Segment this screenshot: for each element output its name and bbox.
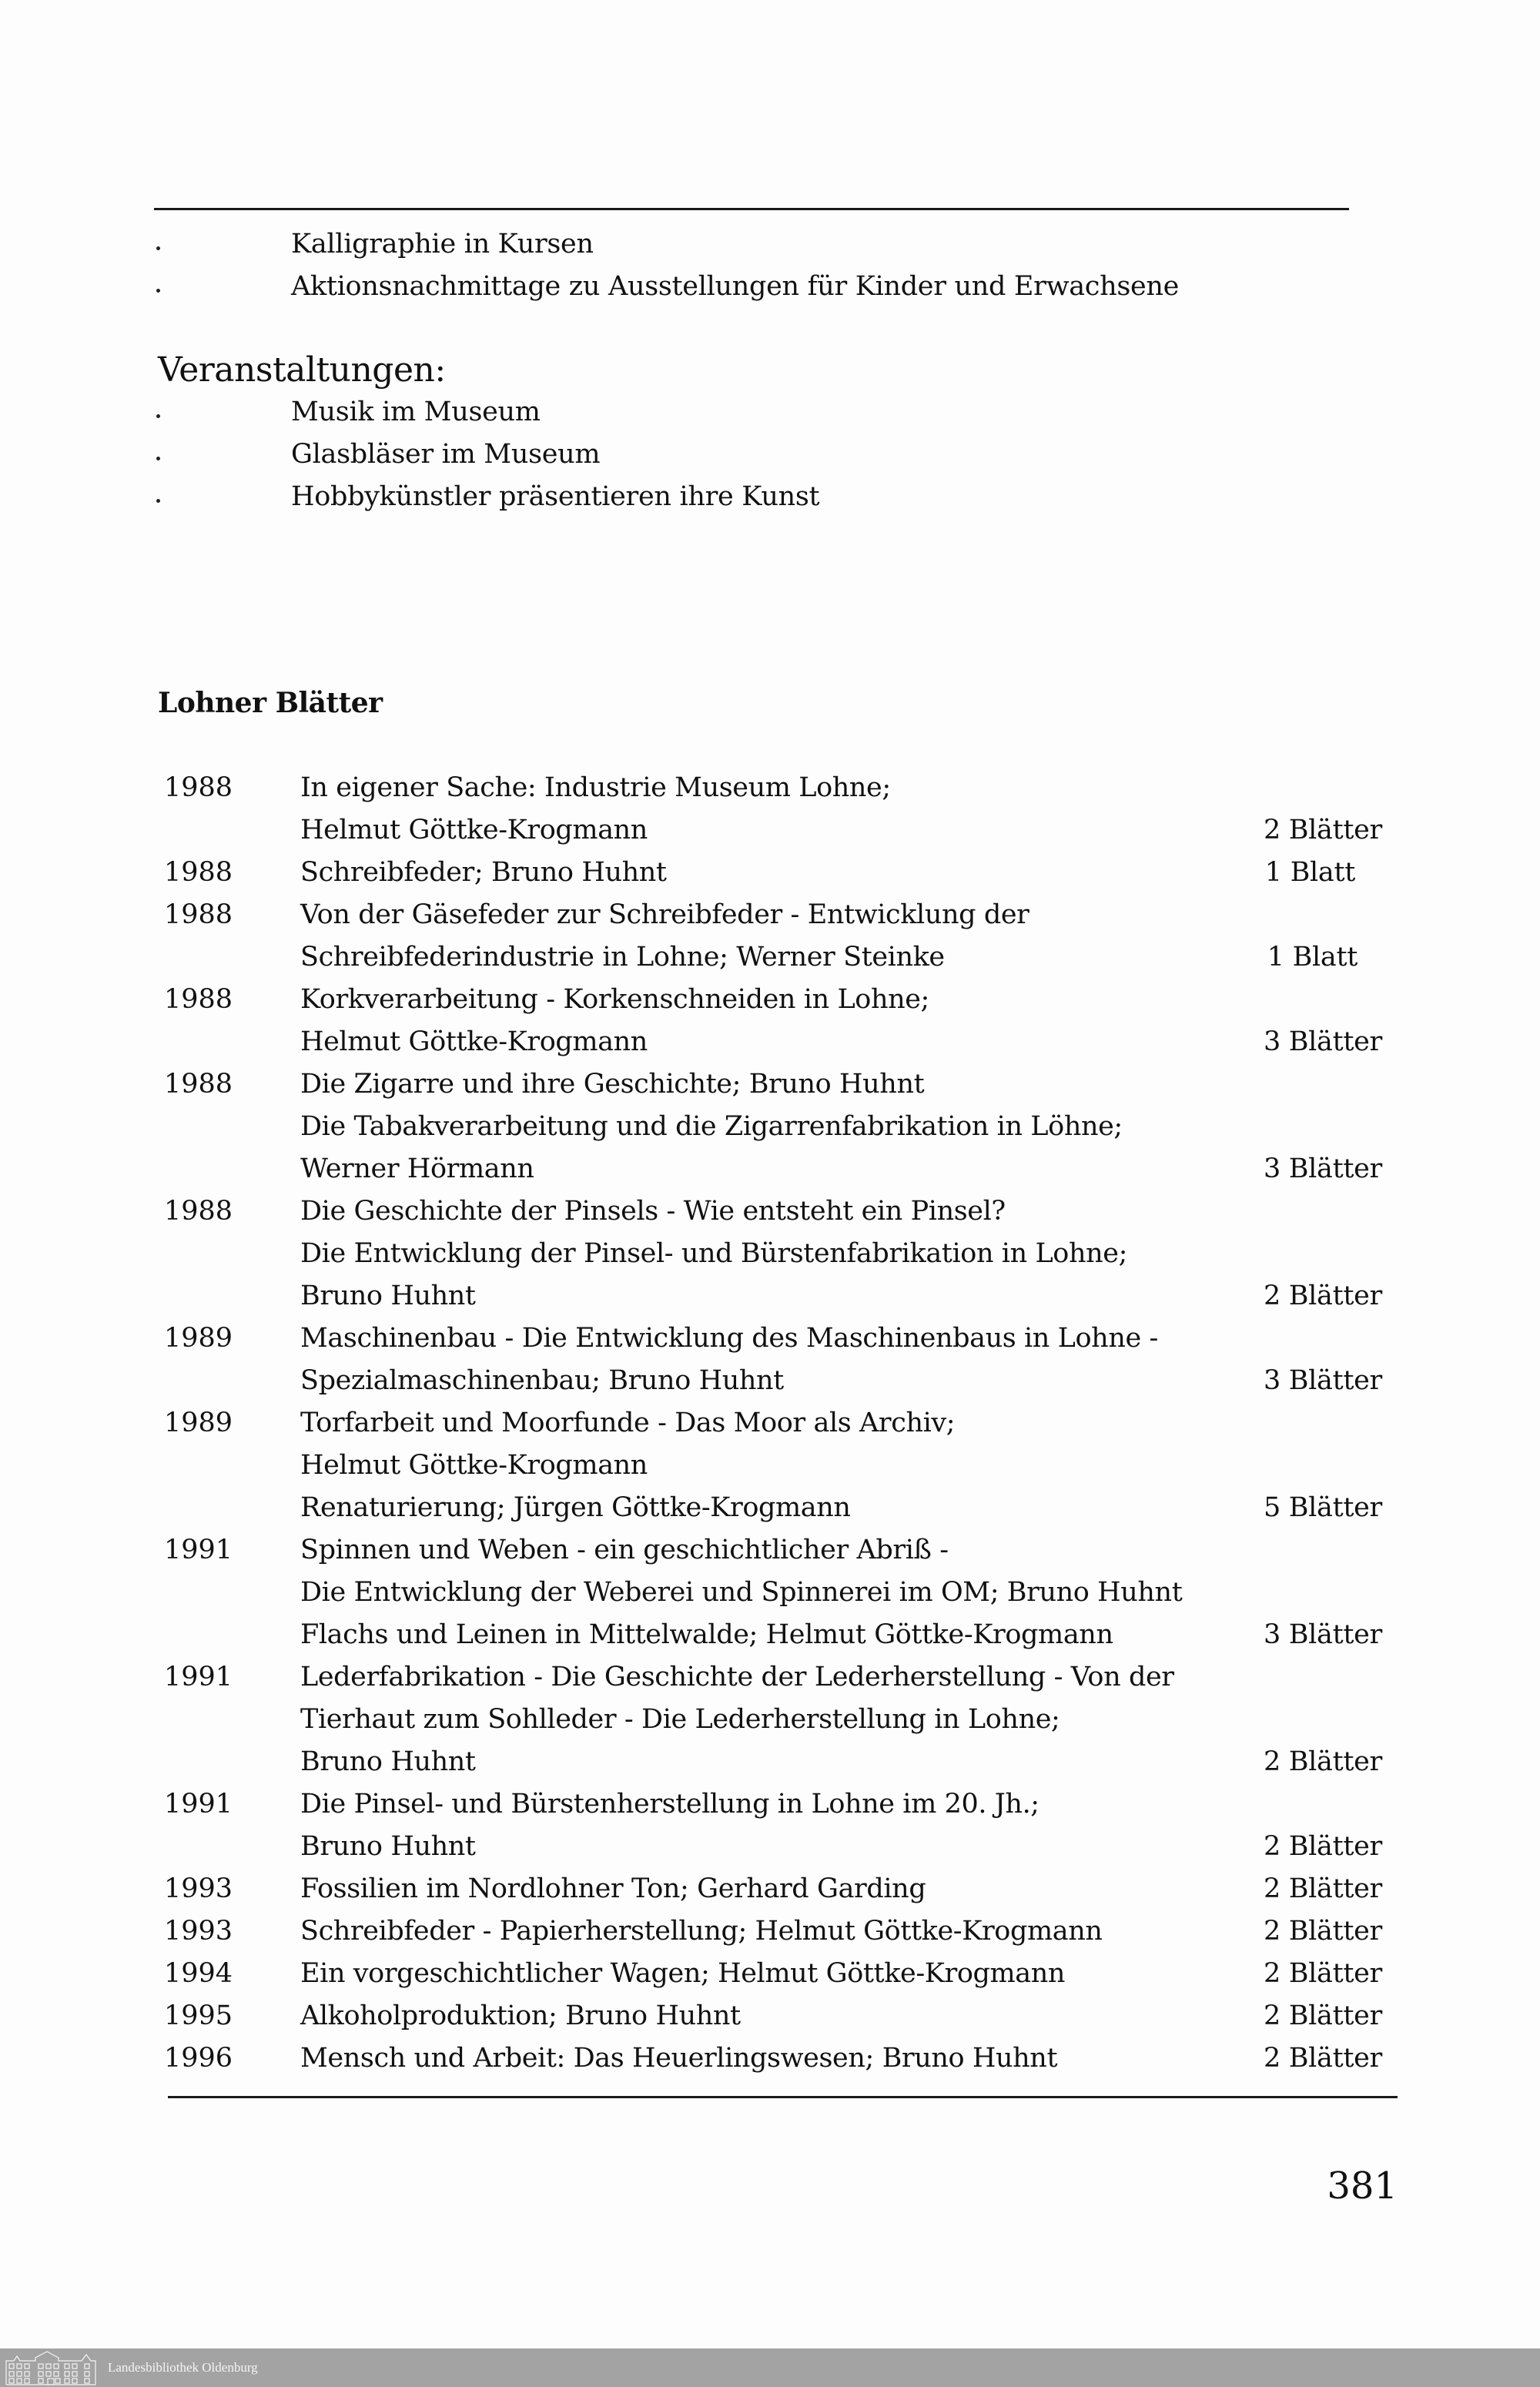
events-heading: Veranstaltungen:: [158, 350, 446, 390]
table-row-title: Die Zigarre und ihre Geschichte; Bruno Huhnt: [300, 1069, 925, 1100]
table-row-pages: 2 Blätter: [1263, 1831, 1382, 1862]
table-row-title: Helmut Göttke-Krogmann: [300, 1026, 648, 1057]
table-row-title: Werner Hörmann: [300, 1153, 534, 1184]
table-row-title: Die Entwicklung der Weberei und Spinnerei im OM; Bruno Huhnt: [300, 1577, 1183, 1608]
table-row-pages: 2 Blätter: [1263, 2000, 1382, 2031]
table-row-pages: 2 Blätter: [1263, 1916, 1382, 1947]
table-row-title: Bruno Huhnt: [300, 1281, 476, 1311]
table-row-year: 1988: [164, 1069, 233, 1100]
list-item: Musik im Museum: [291, 397, 541, 427]
table-row-year: 1989: [164, 1323, 233, 1354]
list-item: Aktionsnachmittage zu Ausstellungen für Kinder und Erwachsene: [291, 271, 1180, 302]
table-row-title: Alkoholproduktion; Bruno Huhnt: [300, 2000, 741, 2031]
table-row-pages: 2 Blätter: [1263, 2043, 1382, 2074]
table-row-title: Lederfabrikation - Die Geschichte der Lederherstellung - Von der: [300, 1662, 1174, 1692]
library-building-icon: [5, 2350, 97, 2385]
table-row-title: Mensch und Arbeit: Das Heuerlingswesen; Bruno Huhnt: [300, 2043, 1058, 2074]
table-row-year: 1996: [164, 2043, 233, 2074]
table-row-year: 1988: [164, 899, 233, 930]
table-row-title: Renaturierung; Jürgen Göttke-Krogmann: [300, 1492, 851, 1523]
table-row-pages: 2 Blätter: [1263, 1873, 1382, 1904]
table-row-title: Schreibfederindustrie in Lohne; Werner Steinke: [300, 942, 945, 973]
table-row-title: Die Entwicklung der Pinsel- und Bürstenfabrikation in Lohne;: [300, 1238, 1127, 1269]
table-row-title: Maschinenbau - Die Entwicklung des Maschinenbaus in Lohne -: [300, 1323, 1158, 1354]
table-row-year: 1991: [164, 1535, 233, 1565]
table-row-year: 1988: [164, 772, 233, 803]
table-row-year: 1993: [164, 1916, 233, 1947]
table-row-year: 1991: [164, 1789, 233, 1820]
table-row-pages: 3 Blätter: [1263, 1619, 1382, 1650]
table-row-pages: 1 Blatt: [1267, 942, 1358, 973]
table-row-title: Helmut Göttke-Krogmann: [300, 1450, 648, 1481]
table-row-title: Ein vorgeschichtlicher Wagen; Helmut Göttke-Krogmann: [300, 1958, 1066, 1989]
bullet-icon: [156, 246, 160, 250]
table-row-title: Bruno Huhnt: [300, 1746, 476, 1777]
top-rule: [154, 208, 1349, 210]
table-row-pages: 2 Blätter: [1263, 1281, 1382, 1311]
table-row-pages: 3 Blätter: [1263, 1365, 1382, 1396]
table-row-year: 1991: [164, 1662, 233, 1692]
list-item: Hobbykünstler präsentieren ihre Kunst: [291, 481, 820, 512]
table-row-title: Bruno Huhnt: [300, 1831, 476, 1862]
table-row-title: Spezialmaschinenbau; Bruno Huhnt: [300, 1365, 784, 1396]
table-row-title: Spinnen und Weben - ein geschichtlicher Abriß -: [300, 1535, 949, 1565]
table-row-title: Schreibfeder - Papierherstellung; Helmut Göttke-Krogmann: [300, 1916, 1103, 1947]
table-row-pages: 3 Blätter: [1263, 1026, 1382, 1057]
table-row-title: Korkverarbeitung - Korkenschneiden in Lohne;: [300, 984, 929, 1015]
table-row-pages: 2 Blätter: [1263, 1958, 1382, 1989]
table-row-pages: 2 Blätter: [1263, 815, 1382, 845]
table-row-pages: 5 Blätter: [1263, 1492, 1382, 1523]
table-row-title: Flachs und Leinen in Mittelwalde; Helmut Göttke-Krogmann: [300, 1619, 1113, 1650]
table-row-year: 1994: [164, 1958, 233, 1989]
table-row-title: Die Geschichte der Pinsels - Wie entsteht ein Pinsel?: [300, 1196, 1006, 1227]
lohner-blaetter-heading: Lohner Blätter: [158, 687, 383, 719]
table-row-title: Die Tabakverarbeitung und die Zigarrenfabrikation in Löhne;: [300, 1111, 1123, 1142]
table-row-pages: 3 Blätter: [1263, 1153, 1382, 1184]
table-row-title: Tierhaut zum Sohlleder - Die Lederherstellung in Lohne;: [300, 1704, 1060, 1735]
table-row-title: Fossilien im Nordlohner Ton; Gerhard Garding: [300, 1873, 926, 1904]
list-item: Glasbläser im Museum: [291, 439, 601, 470]
table-row-title: Schreibfeder; Bruno Huhnt: [300, 857, 667, 888]
bullet-icon: [156, 414, 160, 418]
table-row-title: Torfarbeit und Moorfunde - Das Moor als Archiv;: [300, 1408, 956, 1438]
bullet-icon: [156, 499, 160, 503]
table-row-pages: 2 Blätter: [1263, 1746, 1382, 1777]
table-row-title: Von der Gäsefeder zur Schreibfeder - Entwicklung der: [300, 899, 1029, 930]
table-row-title: Helmut Göttke-Krogmann: [300, 815, 648, 845]
table-row-year: 1995: [164, 2000, 233, 2031]
table-row-year: 1988: [164, 1196, 233, 1227]
table-row-pages: 1 Blatt: [1264, 857, 1355, 888]
bottom-rule: [168, 2096, 1398, 2098]
table-row-year: 1993: [164, 1873, 233, 1904]
bullet-icon: [156, 289, 160, 293]
table-row-year: 1988: [164, 857, 233, 888]
table-row-year: 1989: [164, 1408, 233, 1438]
table-row-title: Die Pinsel- und Bürstenherstellung in Lohne im 20. Jh.;: [300, 1789, 1040, 1820]
table-row-title: In eigener Sache: Industrie Museum Lohne;: [300, 772, 891, 803]
footer-library-label: Landesbibliothek Oldenburg: [108, 2360, 258, 2375]
page-number: 381: [1327, 2164, 1398, 2208]
bullet-icon: [156, 457, 160, 460]
list-item: Kalligraphie in Kursen: [291, 229, 594, 259]
footer-bar: [0, 2348, 1540, 2387]
table-row-year: 1988: [164, 984, 233, 1015]
